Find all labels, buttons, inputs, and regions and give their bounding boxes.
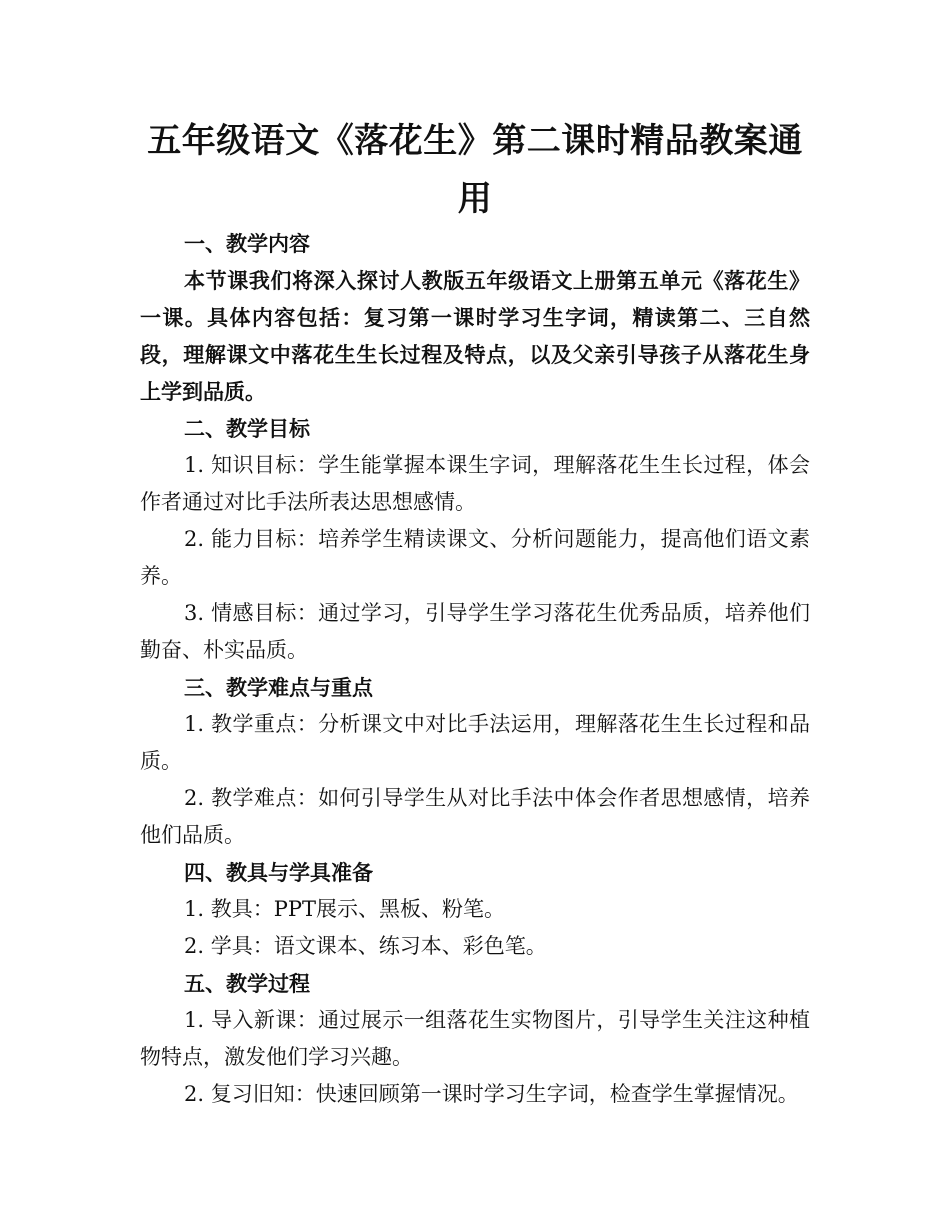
section-paragraph: 本节课我们将深入探讨人教版五年级语文上册第五单元《落花生》一课。具体内容包括：复习第一课时学习生字词，精读第二、三自然段，理解课文中落花生生长过程及特点，以及父亲引导孩子从落花生身上学到品质。 xyxy=(140,268,810,404)
section-paragraph: 1. 教具：PPT展示、黑板、粉笔。 xyxy=(184,897,505,921)
document-title: 五年级语文《落花生》第二课时精品教案通用 xyxy=(147,121,803,219)
section-paragraph: 2. 学具：语文课本、练习本、彩色笔。 xyxy=(184,934,547,958)
section-heading-content: 一、教学内容 xyxy=(184,231,310,256)
section-paragraph: 1. 教学重点：分析课文中对比手法运用，理解落花生生长过程和品质。 xyxy=(140,712,810,773)
section-paragraph: 1. 知识目标：学生能掌握本课生字词，理解落花生生长过程，体会作者通过对比手法所表达思想感情。 xyxy=(140,453,810,514)
section-paragraph: 3. 情感目标：通过学习，引导学生学习落花生优秀品质，培养他们勤奋、朴实品质。 xyxy=(140,601,810,662)
section-paragraph: 2. 能力目标：培养学生精读课文、分析问题能力，提高他们语文素养。 xyxy=(140,527,810,588)
section-heading-materials: 四、教具与学具准备 xyxy=(184,860,373,885)
section-paragraph: 1. 导入新课：通过展示一组落花生实物图片，引导学生关注这种植物特点，激发他们学习兴趣。 xyxy=(140,1008,810,1069)
section-heading-key-points: 三、教学难点与重点 xyxy=(184,675,373,700)
section-heading-process: 五、教学过程 xyxy=(184,971,310,996)
section-paragraph: 2. 教学难点：如何引导学生从对比手法中体会作者思想感情，培养他们品质。 xyxy=(140,786,810,847)
document-body xyxy=(140,225,810,1113)
section-heading-objectives: 二、教学目标 xyxy=(184,416,310,441)
section-paragraph: 2. 复习旧知：快速回顾第一课时学习生字词，检查学生掌握情况。 xyxy=(184,1082,799,1106)
